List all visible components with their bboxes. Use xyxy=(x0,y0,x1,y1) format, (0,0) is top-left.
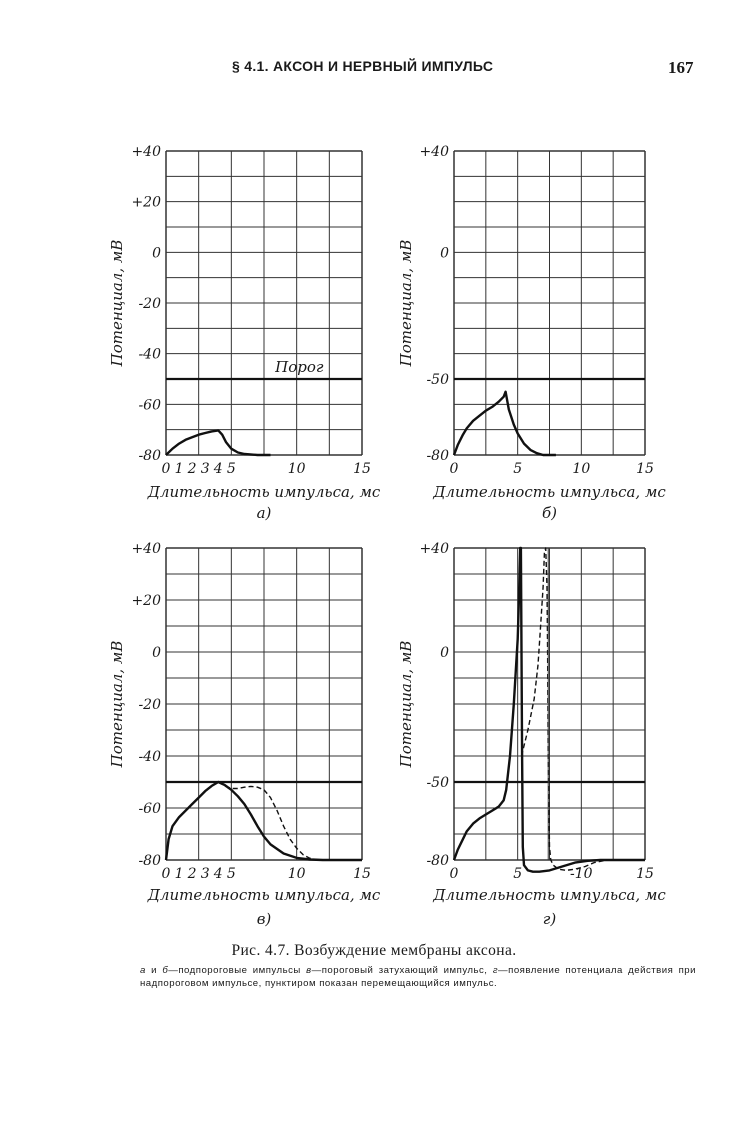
panel-2-y-tick-label: -80 xyxy=(426,448,449,464)
panel-3-y-tick-label: +20 xyxy=(131,593,161,609)
panel-2-x-tick-label: 0 xyxy=(449,461,459,477)
caption-title: Рис. 4.7. Возбуждение мембраны аксона. xyxy=(231,942,517,959)
panel-1-x-tick-label: 0 xyxy=(161,461,171,477)
panel-4-panel-label: г) xyxy=(542,910,557,928)
panel-4-x-tick-label: 15 xyxy=(636,866,654,882)
panel-2-y-tick-label: -50 xyxy=(426,372,449,388)
panel-1-y-tick-label: 0 xyxy=(152,245,161,262)
panel-4-y-axis-label: Потенциал, мВ xyxy=(397,640,415,768)
panel-1-y-tick-label: -20 xyxy=(138,296,161,312)
panel-4-y-tick-label: -50 xyxy=(426,775,449,791)
panel-3-x-tick-label: 5 xyxy=(226,866,236,882)
panel-2-y-tick-label: 0 xyxy=(440,245,449,262)
panel-3-y-axis-label: Потенциал, мВ xyxy=(108,640,126,768)
panel-3-x-tick-label: 0 xyxy=(161,866,171,882)
panel-3-y-tick-label: +40 xyxy=(131,541,161,557)
running-head: § 4.1. АКСОН И НЕРВНЫЙ ИМПУЛЬС xyxy=(232,58,494,74)
caption-letter-v: в xyxy=(306,965,312,976)
panel-2-x-tick-label: 5 xyxy=(513,461,523,477)
panel-3-x-tick-label: 10 xyxy=(287,866,306,882)
panel-1-y-tick-label: -40 xyxy=(138,346,161,363)
panel-1-y-tick-label: -60 xyxy=(138,397,161,414)
panel-3-y-tick-label: 0 xyxy=(152,645,161,661)
panel-3-x-tick-label: 2 xyxy=(187,866,197,882)
panel-1-x-tick-label: 5 xyxy=(226,461,236,477)
panel-3-x-tick-label: 4 xyxy=(213,866,223,882)
caption-text-2: —пороговый затухающий импульс, xyxy=(311,965,488,976)
panel-1-x-tick-label: 1 xyxy=(174,461,184,477)
panel-2-y-axis-label: Потенциал, мВ xyxy=(397,239,415,367)
panel-4-x-tick-label: 5 xyxy=(513,866,523,882)
panel-1-series-solid-line xyxy=(166,430,271,455)
panel-2-panel-label: б) xyxy=(541,504,558,522)
panel-1-x-tick-label: 10 xyxy=(287,461,306,477)
panel-1-x-axis-label: Длительность импульса, мс xyxy=(147,483,381,501)
panel-3-y-tick-label: -40 xyxy=(138,749,161,765)
panel-2-x-axis-label: Длительность импульса, мс xyxy=(433,483,666,501)
panel-3-x-tick-label: 1 xyxy=(174,866,184,882)
panel-1-y-tick-label: -80 xyxy=(138,448,161,464)
caption-text-3: —появление потенциала действия при надпороговом импульсе, пунктиром показан перемещающийся импульс. xyxy=(140,965,697,989)
panel-3-x-tick-label: 15 xyxy=(353,866,371,882)
panel-4-x-tick-label: 0 xyxy=(449,866,459,882)
caption-text-1: —подпороговые импульсы xyxy=(168,965,301,976)
panel-2-x-tick-label: 15 xyxy=(636,461,654,477)
panel-3-y-tick-label: -60 xyxy=(138,801,161,817)
panel-3-x-axis-label: Длительность импульса, мс xyxy=(147,886,381,904)
panel-2-y-tick-label: +40 xyxy=(419,144,449,160)
panel-2-x-tick-label: 10 xyxy=(572,461,591,477)
caption-text xyxy=(140,964,696,990)
panel-4-x-axis-label: Длительность импульса, мс xyxy=(433,886,666,904)
panel-4-y-tick-label: 0 xyxy=(440,645,449,661)
panel-1-x-tick-label: 4 xyxy=(213,461,223,477)
panel-4-series-dashed-line xyxy=(522,548,607,870)
panel-1-y-axis-label: Потенциал, мВ xyxy=(108,239,126,367)
panel-3-y-tick-label: -80 xyxy=(138,853,161,869)
panel-1-x-tick-label: 2 xyxy=(187,461,197,477)
panel-4-y-tick-label: -80 xyxy=(426,853,449,869)
panel-4-x-tick-label: -10 xyxy=(570,866,593,882)
caption-letter-a: а xyxy=(140,965,146,976)
caption-letter-g: г xyxy=(492,965,499,976)
panel-1-y-tick-label: +40 xyxy=(131,144,161,160)
panel-1-threshold-label: Порог xyxy=(275,358,324,376)
panel-3-panel-label: в) xyxy=(256,910,272,928)
panel-1-panel-label: а) xyxy=(256,504,272,522)
panel-1-y-tick-label: +20 xyxy=(131,194,161,211)
panel-3-y-tick-label: -20 xyxy=(138,697,161,713)
panel-1-x-tick-label: 3 xyxy=(200,461,210,477)
panel-4-y-tick-label: +40 xyxy=(419,541,449,557)
caption-and: и xyxy=(151,965,158,976)
caption-letter-b: б xyxy=(162,965,169,976)
page-number: 167 xyxy=(668,58,694,77)
panel-3-x-tick-label: 3 xyxy=(200,866,210,882)
panel-1-x-tick-label: 15 xyxy=(353,461,371,477)
panel-2-series-solid-line xyxy=(454,392,556,455)
